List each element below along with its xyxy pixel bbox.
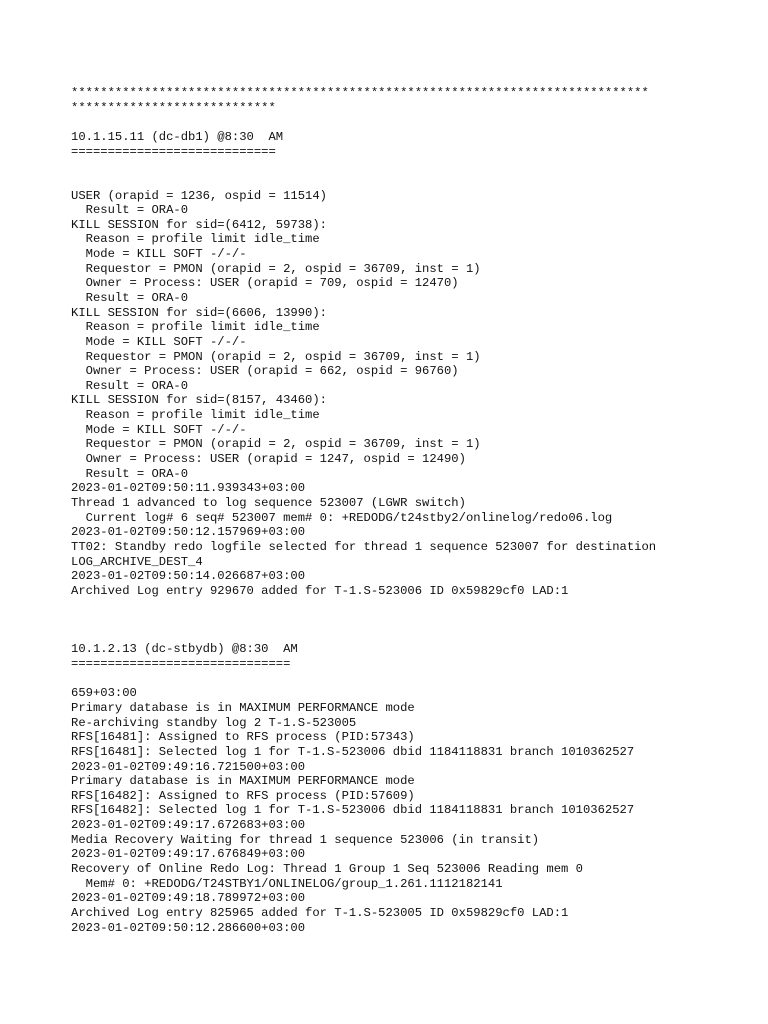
log-line: Requestor = PMON (orapid = 2, ospid = 36709, inst = 1): [71, 437, 481, 452]
log-line: Primary database is in MAXIMUM PERFORMANCE mode: [71, 774, 415, 789]
log-line: USER (orapid = 1236, ospid = 11514): [71, 188, 327, 203]
log-line: 2023-01-02T09:49:17.676849+03:00: [71, 847, 306, 862]
log-line: Mode = KILL SOFT -/-/-: [71, 247, 247, 262]
log-line: Owner = Process: USER (orapid = 1247, ospid = 12490): [71, 452, 466, 467]
log-line: RFS[16481]: Selected log 1 for T-1.S-523006 dbid 1184118831 branch 1010362527: [71, 744, 635, 759]
log-line: Mode = KILL SOFT -/-/-: [71, 334, 247, 349]
log-lines: [71, 189, 751, 599]
log-line: 2023-01-02T09:49:17.672683+03:00: [71, 818, 306, 833]
log-line: Reason = profile limit idle_time: [71, 408, 320, 423]
log-line: 2023-01-02T09:50:12.286600+03:00: [71, 920, 306, 935]
log-line: Mem# 0: +REDODG/T24STBY1/ONLINELOG/group_1.261.1112182141: [71, 876, 503, 891]
log-lines: [71, 686, 751, 935]
log-line: Owner = Process: USER (orapid = 709, ospid = 12470): [71, 276, 459, 291]
log-line: 2023-01-02T09:49:16.721500+03:00: [71, 759, 306, 774]
section-underline: ==============================: [71, 657, 291, 672]
log-line: 2023-01-02T09:50:12.157969+03:00: [71, 525, 306, 540]
log-line: Owner = Process: USER (orapid = 662, ospid = 96760): [71, 364, 459, 379]
log-line: Recovery of Online Redo Log: Thread 1 Group 1 Seq 523006 Reading mem 0: [71, 862, 583, 877]
log-line: Requestor = PMON (orapid = 2, ospid = 36709, inst = 1): [71, 349, 481, 364]
log-line: KILL SESSION for sid=(6606, 13990):: [71, 305, 327, 320]
log-line: Result = ORA-0: [71, 466, 189, 481]
log-line: KILL SESSION for sid=(8157, 43460):: [71, 393, 327, 408]
log-section-dc-db1: [71, 130, 751, 599]
log-section-dc-stbydb: [71, 642, 751, 935]
log-line: 2023-01-02T09:49:18.789972+03:00: [71, 891, 306, 906]
section-underline: ============================: [71, 144, 276, 159]
log-line: LOG_ARCHIVE_DEST_4: [71, 554, 203, 569]
log-line: Archived Log entry 825965 added for T-1.S-523005 ID 0x59829cf0 LAD:1: [71, 905, 569, 920]
log-line: Re-archiving standby log 2 T-1.S-523005: [71, 715, 357, 730]
section-header: 10.1.15.11 (dc-db1) @8:30 AM: [71, 129, 284, 144]
log-line: TT02: Standby redo logfile selected for thread 1 sequence 523007 for destination: [71, 539, 657, 554]
log-line: Media Recovery Waiting for thread 1 sequence 523006 (in transit): [71, 832, 540, 847]
log-line: RFS[16482]: Selected log 1 for T-1.S-523006 dbid 1184118831 branch 1010362527: [71, 803, 635, 818]
log-line: Thread 1 advanced to log sequence 523007 (LGWR switch): [71, 495, 466, 510]
log-line: Reason = profile limit idle_time: [71, 232, 320, 247]
banner-line: ****************************: [71, 100, 276, 115]
log-line: RFS[16481]: Assigned to RFS process (PID:57343): [71, 730, 415, 745]
log-line: Reason = profile limit idle_time: [71, 320, 320, 335]
log-line: 659+03:00: [71, 686, 137, 701]
log-line: Result = ORA-0: [71, 203, 189, 218]
log-line: Current log# 6 seq# 523007 mem# 0: +REDODG/t24stby2/onlinelog/redo06.log: [71, 510, 613, 525]
banner-line: *******************************************************************************: [71, 86, 649, 100]
log-line: 2023-01-02T09:50:14.026687+03:00: [71, 569, 306, 584]
log-line: Result = ORA-0: [71, 290, 189, 305]
log-line: Archived Log entry 929670 added for T-1.S-523006 ID 0x59829cf0 LAD:1: [71, 583, 569, 598]
section-header: 10.1.2.13 (dc-stbydb) @8:30 AM: [71, 642, 298, 657]
log-line: 2023-01-02T09:50:11.939343+03:00: [71, 481, 306, 496]
log-line: RFS[16482]: Assigned to RFS process (PID:57609): [71, 788, 415, 803]
log-line: Requestor = PMON (orapid = 2, ospid = 36709, inst = 1): [71, 261, 481, 276]
log-line: KILL SESSION for sid=(6412, 59738):: [71, 217, 327, 232]
document-page: [71, 86, 751, 935]
log-line: Primary database is in MAXIMUM PERFORMANCE mode: [71, 701, 415, 715]
log-line: Result = ORA-0: [71, 378, 189, 393]
log-line: Mode = KILL SOFT -/-/-: [71, 422, 247, 437]
